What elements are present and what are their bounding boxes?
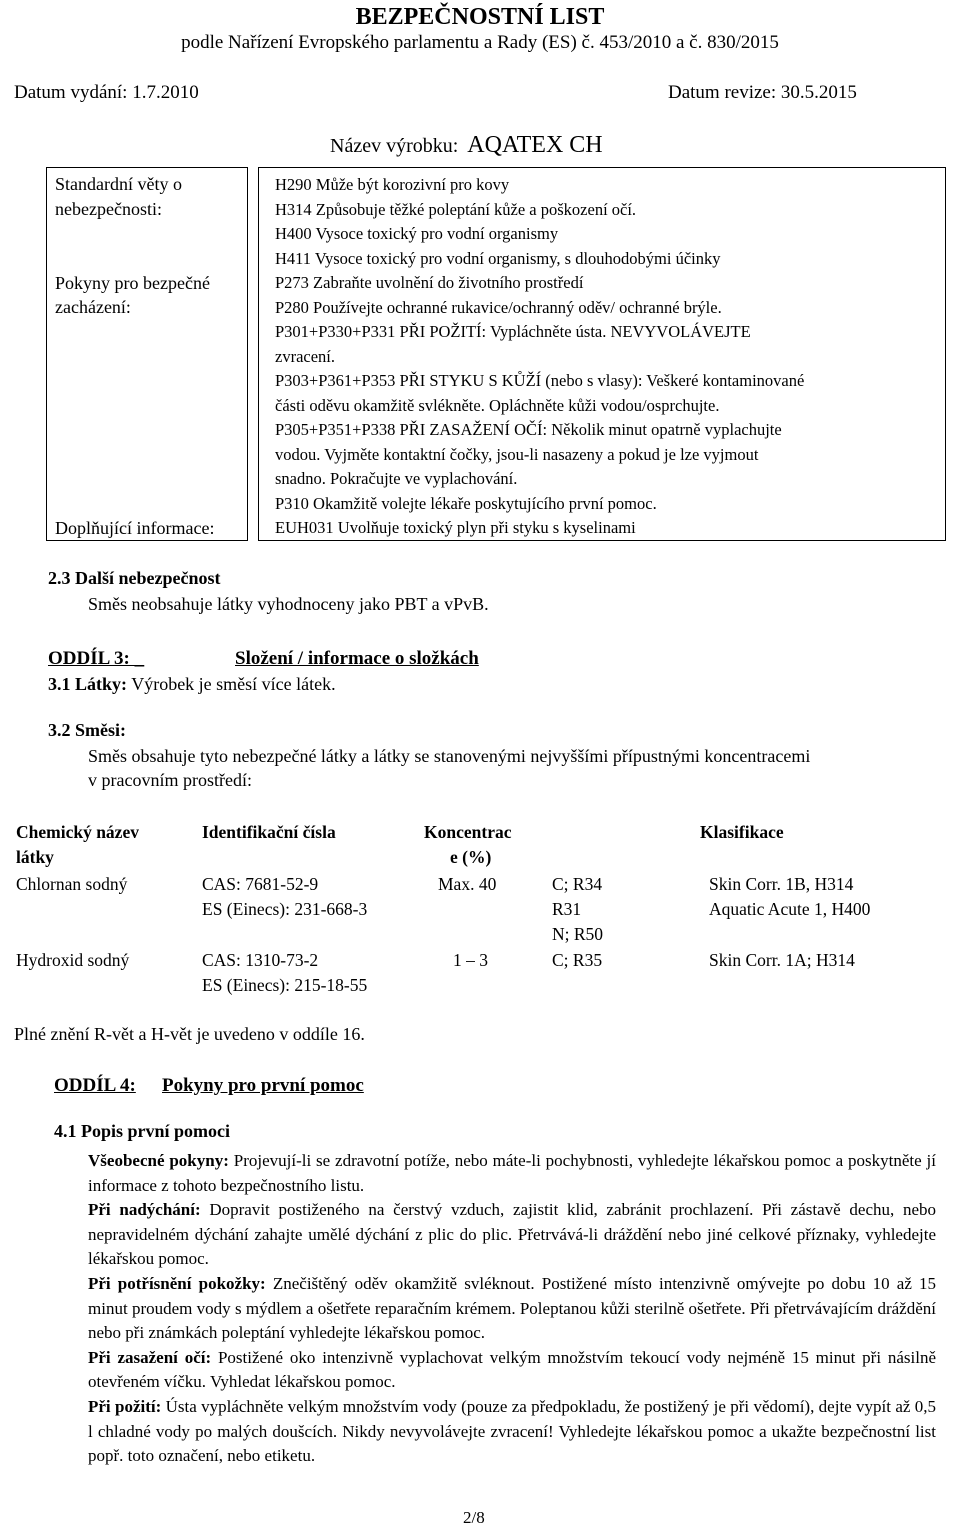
section-2-3-text: Směs neobsahuje látky vyhodnoceny jako PBT a vPvB. — [88, 594, 489, 614]
document-title: BEZPEČNOSTNÍ LIST — [355, 4, 605, 30]
section-3-2-text-2: v pracovním prostředí: — [88, 770, 252, 790]
eye-text: Postižené oko intenzivně vyplachovat velkým množstvím tekoucí vody nejméně 15 minut při násilně otevřeném víčku. Vyhledat lékařskou pomoc. — [88, 1347, 937, 1392]
precaution-line: P305+P351+P338 PŘI ZASAŽENÍ OČÍ: Několik minut opatrně vyplachujte — [275, 420, 782, 439]
inhalation-text: Dopravit postiženého na čerstvý vzduch, zajistit klid, zabránit prochlazení. Při zástavě dechu, nebo nepravidelném dýchání zahajte umělé dýchání z plic do plic. Přetrvává-li dráždění nebo jiné celkové příznaky, vyhledejte lékařskou pomoc. — [88, 1200, 937, 1269]
section-3-title: Složení / informace o složkách — [235, 648, 479, 669]
first-aid-text — [88, 1149, 936, 1469]
standard-statements-label-2: nebezpečnosti: — [55, 199, 162, 219]
section-4-title: Pokyny pro první pomoc — [162, 1075, 364, 1096]
precaution-line: P303+P361+P353 PŘI STYKU S KŮŽÍ (nebo s vlasy): Veškeré kontaminované — [275, 371, 805, 390]
row1-es: ES (Einecs): 231-668-3 — [202, 899, 368, 919]
eye-label: Při zasažení očí: — [88, 1347, 212, 1367]
row2-conc: 1 – 3 — [453, 950, 488, 970]
section-4-1-heading: 4.1 Popis první pomoci — [54, 1121, 231, 1141]
section-2-3-heading: 2.3 Další nebezpečnost — [48, 568, 221, 588]
precaution-line: zvracení. — [275, 346, 335, 366]
product-label: Název výrobku: — [330, 135, 459, 157]
supplementary-label: Doplňující informace: — [55, 518, 215, 538]
row2-h1: Skin Corr. 1A; H314 — [709, 950, 855, 970]
general-text: Projevují-li se zdravotní potíže, nebo máte-li pochybnosti, vyhledejte lékařskou pomoc a poskytněte jí informace z tohoto bezpečnostního listu. — [88, 1151, 936, 1195]
inhalation-paragraph — [88, 1198, 936, 1272]
precaution-line: snadno. Pokračujte ve vyplachování. — [275, 469, 518, 488]
header-name-1: Chemický název — [16, 822, 139, 842]
header-name-2: látky — [16, 847, 54, 867]
section-3-2-label: 3.2 Směsi: — [48, 720, 126, 740]
row2-name: Hydroxid sodný — [16, 950, 130, 970]
ingestion-label: Při požití: — [88, 1396, 162, 1416]
product-name-row — [330, 132, 603, 159]
hazard-line: H411 Vysoce toxický pro vodní organismy, s dlouhodobými účinky — [275, 248, 721, 268]
eye-paragraph — [88, 1346, 936, 1395]
revision-date: Datum revize: 30.5.2015 — [668, 82, 857, 103]
hazard-statements-box — [258, 167, 946, 541]
skin-text: Znečištěný oděv okamžitě svléknout. Postižené místo intenzivně omývejte po dobu 10 až 15 minut proudem vody s mýdlem a ošetřete reparačním krémem. Poleptanou kůži sterilně ošetřete. Při přetrvávajícím dráždění nebo při známkách poleptání vyhledejte lékařskou pomoc. — [88, 1273, 937, 1343]
hazard-line: H400 Vysoce toxický pro vodní organismy — [275, 224, 559, 243]
document-subtitle: podle Nařízení Evropského parlamentu a Rady (ES) č. 453/2010 a č. 830/2015 — [181, 32, 779, 53]
supplementary-line: EUH031 Uvolňuje toxický plyn při styku s kyselinami — [275, 518, 636, 537]
precaution-line: P301+P330+P331 PŘI POŽITÍ: Vypláchněte ústa. NEVYVOLÁVEJTE — [275, 322, 751, 341]
ingestion-text: Ústa vypláchněte velkým množstvím vody (pouze za předpokladu, že postižený je při vědomí), dejte vypít až 0,5 l chladné vody po malých doušcích. Nikdy nevyvolávejte zvracení! Vyhledejte lékařskou pomoc a ukažte bezpečnostní list popř. toto označení, nebo etiketu. — [88, 1396, 937, 1466]
row1-r1: C; R34 — [552, 874, 603, 894]
table-note: Plné znění R-vět a H-vět je uvedeno v oddíle 16. — [14, 1024, 365, 1044]
header-conc-2: e (%) — [450, 847, 492, 867]
hazard-statement-list — [275, 173, 943, 541]
general-label: Všeobecné pokyny: — [88, 1151, 229, 1170]
page-number: 2/8 — [463, 1508, 485, 1527]
row2-r1: C; R35 — [552, 950, 603, 970]
precaution-line: vodou. Vyjměte kontaktní čočky, jsou-li nasazeny a pokud je lze vyjmout — [275, 444, 759, 464]
row1-r2: R31 — [552, 899, 582, 919]
section-3-1 — [48, 674, 336, 695]
section-4-number: ODDÍL 4: — [54, 1075, 136, 1096]
row1-name: Chlornan sodný — [16, 874, 128, 894]
header-classification: Klasifikace — [700, 822, 784, 842]
ingestion-paragraph — [88, 1395, 936, 1469]
row2-cas: CAS: 1310-73-2 — [202, 950, 319, 970]
header-ids: Identifikační čísla — [202, 822, 336, 842]
issue-date: Datum vydání: 1.7.2010 — [14, 82, 199, 103]
precaution-line: P273 Zabraňte uvolnění do životního prostředí — [275, 273, 584, 292]
precaution-label-2: zacházení: — [55, 297, 131, 317]
inhalation-label: Při nadýchání: — [88, 1200, 201, 1220]
section-3-1-label: 3.1 Látky: — [48, 674, 128, 694]
row1-h1: Skin Corr. 1B, H314 — [709, 874, 854, 894]
row1-conc: Max. 40 — [438, 874, 497, 894]
section-3-2-text-1: Směs obsahuje tyto nebezpečné látky a látky se stanovenými nejvyššími přípustnými koncentracemi — [88, 746, 811, 766]
section-3-number: ODDÍL 3: _ — [48, 648, 145, 669]
precaution-label-1: Pokyny pro bezpečné — [55, 273, 210, 293]
precaution-line: P280 Používejte ochranné rukavice/ochranný oděv/ ochranné brýle. — [275, 297, 722, 317]
hazard-line: H314 Způsobuje těžké poleptání kůže a poškození očí. — [275, 199, 637, 219]
header-conc-1: Koncentrac — [424, 822, 512, 842]
hazard-labels-box — [46, 167, 248, 541]
skin-label: Při potřísnění pokožky: — [88, 1273, 266, 1293]
section-3-1-text: Výrobek je směsí více látek. — [131, 674, 336, 694]
general-paragraph — [88, 1149, 936, 1198]
standard-statements-label-1: Standardní věty o — [55, 174, 182, 194]
row1-cas: CAS: 7681-52-9 — [202, 874, 319, 894]
product-name: AQATEX CH — [467, 132, 603, 158]
skin-paragraph — [88, 1272, 936, 1346]
row1-r3: N; R50 — [552, 924, 604, 944]
precaution-line: P310 Okamžitě volejte lékaře poskytujícího první pomoc. — [275, 493, 657, 513]
hazard-line: H290 Může být korozivní pro kovy — [275, 175, 510, 194]
row1-h2: Aquatic Acute 1, H400 — [709, 899, 871, 919]
row2-es: ES (Einecs): 215-18-55 — [202, 975, 368, 995]
precaution-line: části oděvu okamžitě svlékněte. Opláchněte kůži vodou/osprchujte. — [275, 395, 720, 415]
